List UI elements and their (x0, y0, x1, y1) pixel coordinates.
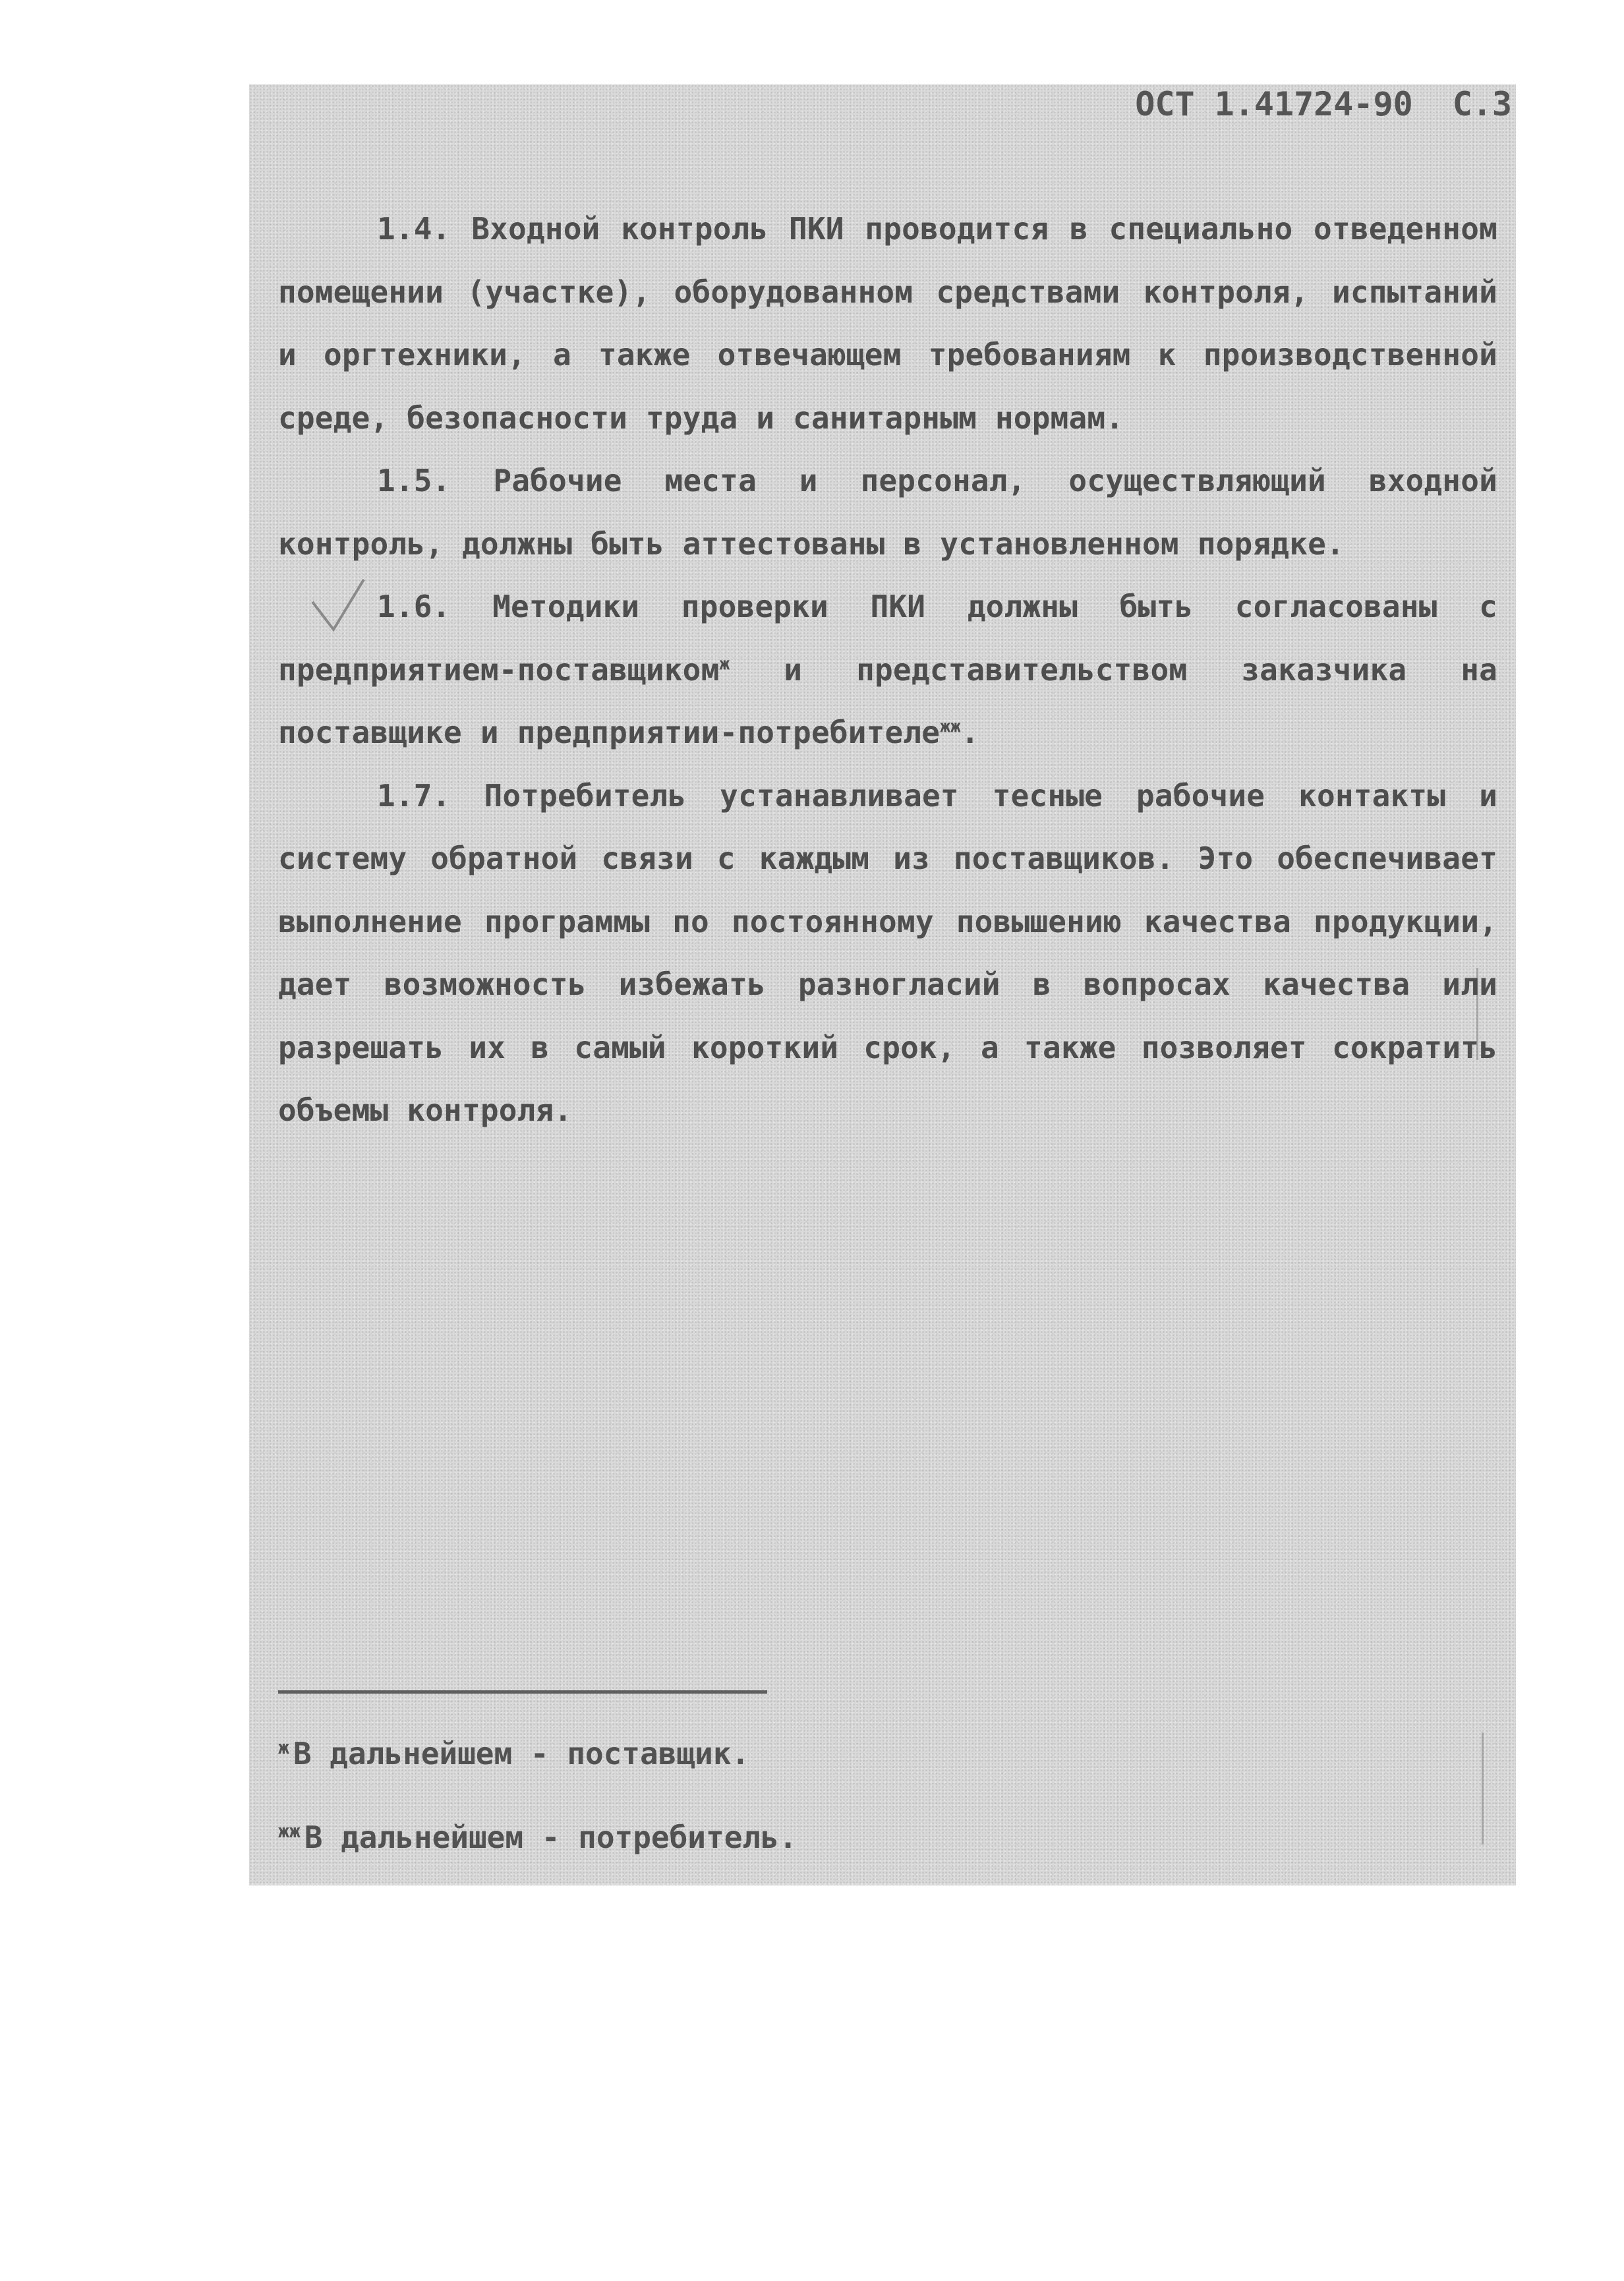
footnote-2-text: В дальнейшем - потребитель. (304, 1820, 798, 1855)
footnote-divider (278, 1690, 767, 1694)
footnote-1-mark: ж (278, 1736, 289, 1758)
page-number: С.3 (1452, 85, 1512, 123)
scan-edge-line (1482, 1733, 1484, 1845)
document-code: ОСТ 1.41724-90 (1135, 85, 1413, 123)
paragraph-1-6 (278, 576, 1497, 765)
paragraph-1-5: 1.5. Рабочие места и персонал, осуществляющий входной контроль, должны быть аттестованы в установленном порядке. (278, 463, 1497, 562)
footnote-2-mark: жж (278, 1820, 301, 1842)
paragraph-1-6-part-2: и представительством заказчика на поставщике и предприятии-потребителе (278, 651, 1497, 750)
paragraph-1-7: 1.7. Потребитель устанавливает тесные рабочие контакты и систему обратной связи с каждым из поставщиков. Это обеспечивает выполнение программы по постоянному повышению качества продукции, дает возможность избежать разногласий в вопросах качества или разрешать их в самый короткий срок, а также позволяет сократить объемы контроля. (278, 777, 1497, 1128)
footnote-1 (278, 1736, 749, 1771)
body-text (278, 198, 1497, 1142)
paragraph-1-6-part-1: 1.6. Методики проверки ПКИ должны быть согласованы с предприятием-поставщиком (278, 589, 1497, 688)
footnote-mark-2: жж (940, 717, 961, 737)
footnote-1-text: В дальнейшем - поставщик. (293, 1736, 750, 1771)
paragraph-1-4: 1.4. Входной контроль ПКИ проводится в специально отведенном помещении (участке), оборудованном средствами контроля, испытаний и оргтехники, а также отвечающем требованиям к производственной среде, безопасности труда и санитарным нормам. (278, 211, 1497, 436)
footnote-2 (278, 1820, 797, 1855)
paragraph-1-6-part-3: . (960, 715, 979, 750)
footnote-mark-1: ж (719, 654, 730, 674)
page-header (1135, 84, 1512, 124)
scanned-page (249, 84, 1516, 1885)
